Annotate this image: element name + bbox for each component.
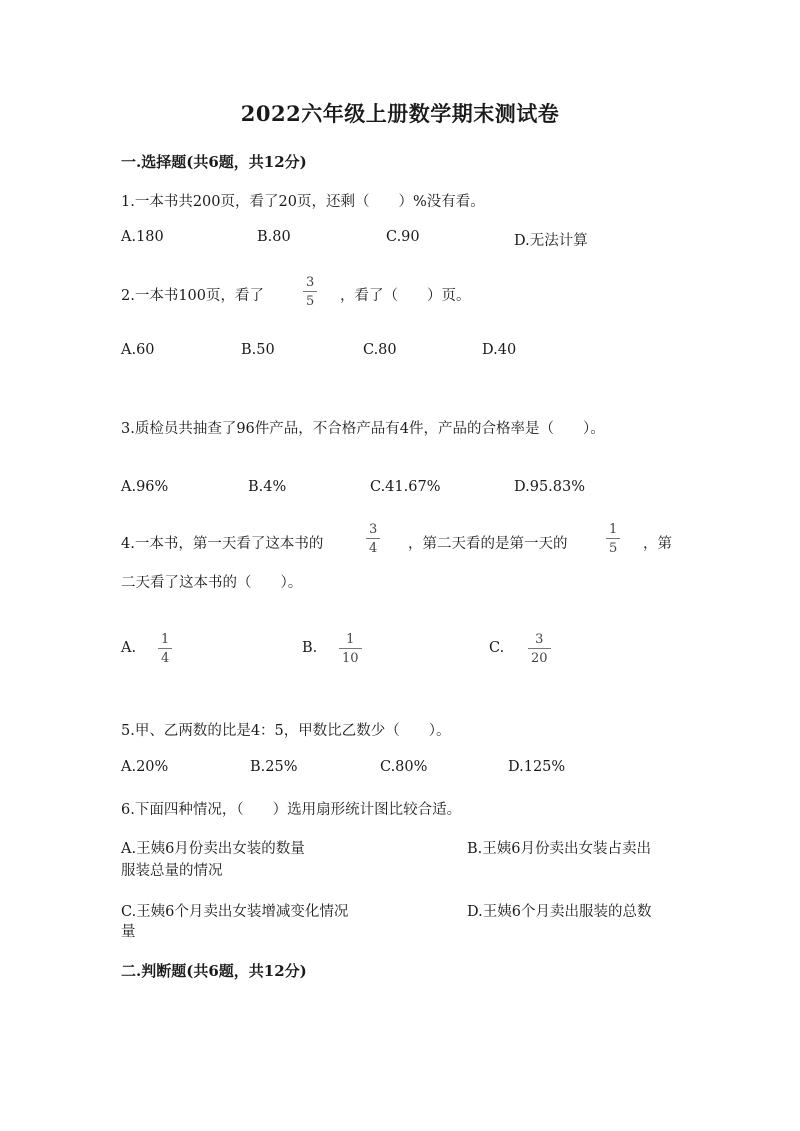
question-4-option-b-fraction bbox=[339, 633, 362, 665]
fraction-denominator: 5 bbox=[609, 541, 618, 556]
fraction-denominator: 4 bbox=[369, 541, 378, 556]
section-heading-judgement: 二.判断题(共6题，共12分) bbox=[121, 962, 307, 980]
question-3-option-d: D.95.83% bbox=[514, 479, 586, 495]
question-5-option-d: D.125% bbox=[508, 759, 566, 775]
question-2-fraction bbox=[303, 276, 317, 308]
fraction-denominator: 20 bbox=[531, 651, 548, 666]
question-4-text-line2: 二天看了这本书的（ ）。 bbox=[121, 575, 303, 591]
fraction-numerator: 1 bbox=[161, 632, 170, 647]
question-4-option-a-fraction bbox=[158, 633, 172, 665]
question-3-option-a: A.96% bbox=[121, 479, 169, 495]
question-2-option-c: C.80 bbox=[363, 342, 397, 358]
question-1-option-a: A.180 bbox=[121, 229, 164, 245]
question-4-fraction-2 bbox=[606, 523, 620, 555]
page-title: 2022六年级上册数学期末测试卷 bbox=[240, 101, 560, 126]
question-6-option-d-line1: D.王姨6个月卖出服装的总数 bbox=[467, 904, 652, 920]
question-6-option-c: C.王姨6个月卖出女装增减变化情况 bbox=[121, 904, 349, 920]
fraction-denominator: 4 bbox=[161, 651, 170, 666]
question-3-text: 3.质检员共抽查了96件产品，不合格产品有4件，产品的合格率是（ ）。 bbox=[121, 421, 605, 437]
question-1-text: 1.一本书共200页，看了20页，还剩（ ）%没有看。 bbox=[121, 194, 485, 210]
question-4-text-part1: 4.一本书，第一天看了这本书的 bbox=[121, 536, 324, 552]
question-5-option-c: C.80% bbox=[380, 759, 428, 775]
question-6-text: 6.下面四种情况，（ ）选用扇形统计图比较合适。 bbox=[121, 802, 462, 818]
question-4-text-part2: ，第二天看的是第一天的 bbox=[408, 536, 568, 552]
question-4-option-c-fraction bbox=[528, 633, 551, 665]
question-1-option-c: C.90 bbox=[386, 229, 420, 245]
question-5-option-b: B.25% bbox=[250, 759, 298, 775]
fraction-numerator: 1 bbox=[346, 632, 355, 647]
question-1-option-b: B.80 bbox=[257, 229, 291, 245]
question-1-option-d: D.无法计算 bbox=[514, 233, 588, 249]
fraction-denominator: 5 bbox=[306, 294, 315, 309]
question-3-option-b: B.4% bbox=[248, 479, 287, 495]
question-5-option-a: A.20% bbox=[121, 759, 169, 775]
fraction-denominator: 10 bbox=[342, 651, 359, 666]
question-6-option-a-line1: A.王姨6月份卖出女装的数量 bbox=[121, 841, 305, 857]
question-2-text-before: 2.一本书100页，看了 bbox=[121, 288, 265, 304]
fraction-numerator: 3 bbox=[369, 522, 378, 537]
section-heading-choice: 一.选择题(共6题，共12分) bbox=[121, 153, 307, 171]
question-4-fraction-1 bbox=[366, 523, 380, 555]
question-6-option-b-line1: B.王姨6月份卖出女装占卖出 bbox=[467, 841, 651, 857]
question-4-option-a-label: A. bbox=[121, 640, 137, 656]
question-2-option-b: B.50 bbox=[241, 342, 275, 358]
question-2-text-after: ，看了（ ）页。 bbox=[340, 288, 471, 304]
fraction-numerator: 3 bbox=[306, 275, 315, 290]
question-5-text: 5.甲、乙两数的比是4：5，甲数比乙数少（ ）。 bbox=[121, 723, 451, 739]
question-4-text-part3: ，第 bbox=[643, 536, 672, 552]
question-3-option-c: C.41.67% bbox=[370, 479, 441, 495]
question-6-option-a-line2: 服装总量的情况 bbox=[121, 863, 223, 879]
fraction-numerator: 3 bbox=[535, 632, 544, 647]
question-6-option-d-line2: 量 bbox=[121, 924, 136, 940]
question-4-option-b-label: B. bbox=[302, 640, 318, 656]
question-2-option-a: A.60 bbox=[121, 342, 155, 358]
question-2-option-d: D.40 bbox=[482, 342, 517, 358]
question-4-option-c-label: C. bbox=[489, 640, 505, 656]
fraction-numerator: 1 bbox=[609, 522, 618, 537]
